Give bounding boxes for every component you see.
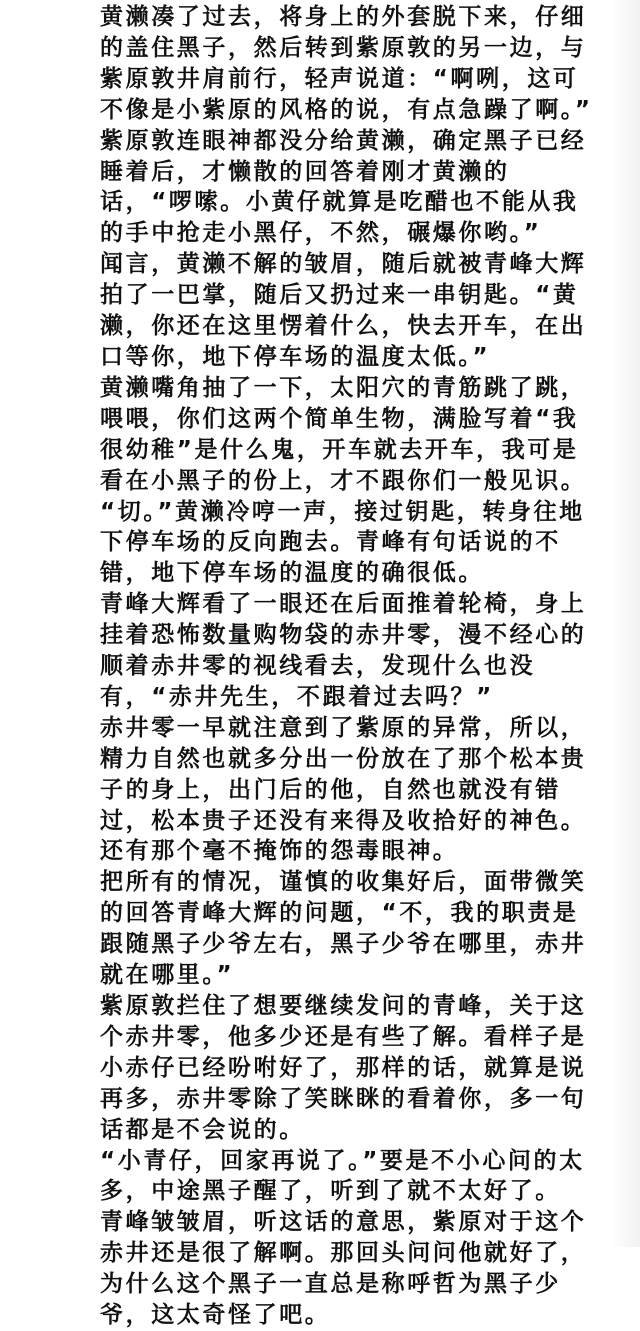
paragraph: “小青仔，回家再说了。”要是不小心问的太多，中途黑子醒了，听到了就不太好了。	[100, 1147, 585, 1205]
paragraph: 青峰大辉看了一眼还在后面推着轮椅，身上挂着恐怖数量购物袋的赤井零，漫不经心的顺着赤井零的视线看去，发现什么也没有，“赤井先生，不跟着过去吗？”	[100, 591, 587, 710]
article-body	[100, 2, 600, 1331]
paragraph: 青峰皱皱眉，听这话的意思，紫原对于这个赤井还是很了解啊。那回头问问他就好了，为什么这个黑子一直总是称呼哲为黑子少爷，这太奇怪了吧。	[100, 1209, 587, 1329]
paragraph: 紫原敦拦住了想要继续发问的青峰，关于这个赤井零，他多少还是有些了解。看样子是小赤仔已经吩咐好了，那样的话，就算是说再多，赤井零除了笑眯眯的看着你，多一句话都是不会说的。	[100, 993, 587, 1143]
paragraph: 把所有的情况，谨慎的收集好后，面带微笑的回答青峰大辉的问题，“不，我的职责是跟随黑子少爷左右，黑子少爷在哪里，赤井就在哪里。”	[100, 869, 587, 989]
paragraph: 赤井零一早就注意到了紫原的异常，所以，精力自然也就多分出一份放在了那个松本贵子的身上，出门后的他，自然也就没有错过，松本贵子还没有来得及收拾好的神色。	[100, 714, 587, 834]
paragraph: 紫原敦连眼神都没分给黄濑，确定黑子已经睡着后，才懒散的回答着刚才黄濑的话，“啰嗦。小黄仔就算是吃醋也不能从我的手中抢走小黑仔，不然，碾爆你哟。”	[100, 127, 587, 247]
paragraph: “切。”黄濑冷哼一声，接过钥匙，转身往地下停车场的反向跑去。青峰有句话说的不错，地下停车场的温度的确很低。	[100, 498, 585, 587]
paragraph: 黄濑嘴角抽了一下，太阳穴的青筋跳了跳，喂喂，你们这两个简单生物，满脸写着“我很幼稚”是什么鬼，开车就去开车，我可是看在小黑子的份上，才不跟你们一般见识。	[100, 374, 587, 494]
paragraph: 黄濑凑了过去，将身上的外套脱下来，仔细的盖住黑子，然后转到紫原敦的另一边，与紫原敦井肩前行，轻声说道：“啊咧，这可不像是小紫原的风格的说，有点急躁了啊。”	[100, 4, 593, 123]
paragraph: 闻言，黄濑不解的皱眉，随后就被青峰大辉拍了一巴掌，随后又扔过来一串钥匙。“黄濑，你还在这里愣着什么，快去开车，在出口等你，地下停车场的温度太低。”	[100, 251, 587, 370]
page-edge-shadow	[610, 0, 640, 1247]
paragraph: 还有那个毫不掩饰的怨毒眼神。	[100, 838, 459, 865]
